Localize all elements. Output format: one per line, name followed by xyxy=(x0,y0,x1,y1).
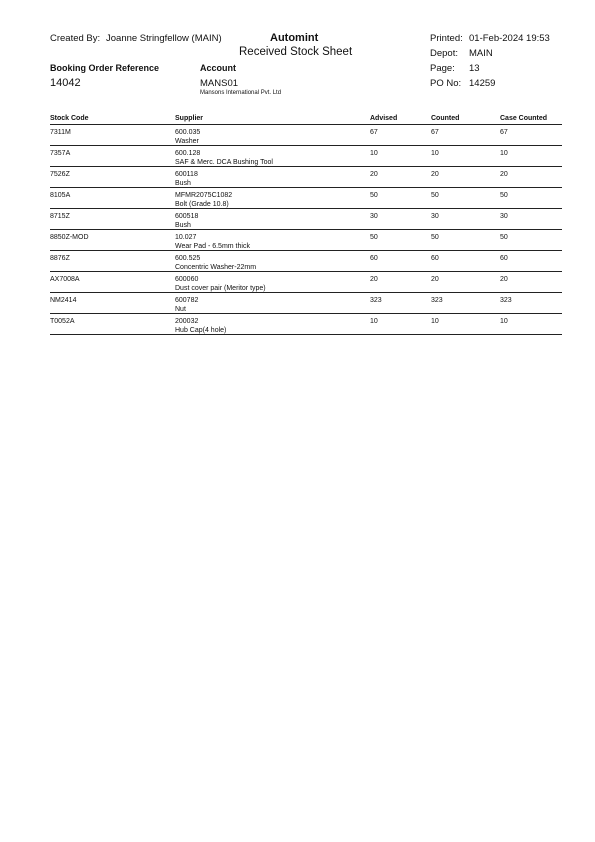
case-counted-cell: 10 xyxy=(500,318,508,325)
case-counted-cell: 30 xyxy=(500,213,508,220)
stock-code-cell: 8876Z xyxy=(50,255,70,262)
col-header-stock-code: Stock Code xyxy=(50,115,89,122)
stock-table xyxy=(50,125,562,335)
description-cell: SAF & Merc. DCA Bushing Tool xyxy=(175,159,273,166)
advised-cell: 50 xyxy=(370,234,378,241)
case-counted-cell: 60 xyxy=(500,255,508,262)
description-cell: Concentric Washer-22mm xyxy=(175,264,257,271)
supplier-code-cell: 10.027 xyxy=(175,234,197,241)
table-row xyxy=(50,167,562,188)
table-row xyxy=(50,251,562,272)
advised-cell: 50 xyxy=(370,192,378,199)
stock-code-cell: NM2414 xyxy=(50,297,77,304)
stock-code-cell: 8105A xyxy=(50,192,71,199)
description-cell: Washer xyxy=(175,138,199,145)
advised-cell: 323 xyxy=(370,297,382,304)
table-row xyxy=(50,209,562,230)
case-counted-cell: 50 xyxy=(500,192,508,199)
counted-cell: 20 xyxy=(431,171,439,178)
counted-cell: 323 xyxy=(431,297,443,304)
stock-code-cell: 7357A xyxy=(50,150,71,157)
description-cell: Bolt (Grade 10.8) xyxy=(175,201,229,208)
case-counted-cell: 20 xyxy=(500,276,508,283)
stock-code-cell: 8715Z xyxy=(50,213,70,220)
counted-cell: 50 xyxy=(431,234,439,241)
account-label: Account xyxy=(200,63,236,73)
case-counted-cell: 10 xyxy=(500,150,508,157)
page-value: 13 xyxy=(469,63,480,74)
company-name: Automint xyxy=(270,32,319,44)
po-value: 14259 xyxy=(469,78,496,89)
advised-cell: 10 xyxy=(370,150,378,157)
description-cell: Nut xyxy=(175,306,186,313)
counted-cell: 50 xyxy=(431,192,439,199)
supplier-code-cell: 600782 xyxy=(175,297,199,304)
supplier-code-cell: 600060 xyxy=(175,276,199,283)
table-row xyxy=(50,314,562,335)
booking-ref-value: 14042 xyxy=(50,77,81,89)
advised-cell: 10 xyxy=(370,318,378,325)
counted-cell: 67 xyxy=(431,129,439,136)
advised-cell: 30 xyxy=(370,213,378,220)
account-code: MANS01 xyxy=(200,78,239,89)
supplier-code-cell: 600.128 xyxy=(175,150,201,157)
supplier-code-cell: 600518 xyxy=(175,213,199,220)
description-cell: Bush xyxy=(175,180,191,187)
counted-cell: 10 xyxy=(431,318,439,325)
created-by-value: Joanne Stringfellow (MAIN) xyxy=(106,33,222,44)
table-row xyxy=(50,230,562,251)
case-counted-cell: 50 xyxy=(500,234,508,241)
table-row xyxy=(50,272,562,293)
col-header-counted: Counted xyxy=(431,115,460,122)
supplier-code-cell: 200032 xyxy=(175,318,199,325)
po-label: PO No: xyxy=(430,78,462,89)
col-header-case-counted: Case Counted xyxy=(500,115,548,122)
booking-ref-label: Booking Order Reference xyxy=(50,63,160,73)
advised-cell: 20 xyxy=(370,171,378,178)
case-counted-cell: 20 xyxy=(500,171,508,178)
created-by-label: Created By: xyxy=(50,33,101,44)
counted-cell: 20 xyxy=(431,276,439,283)
stock-code-cell: 7526Z xyxy=(50,171,70,178)
supplier-code-cell: 600.525 xyxy=(175,255,201,262)
counted-cell: 60 xyxy=(431,255,439,262)
table-row xyxy=(50,146,562,167)
description-cell: Dust cover pair (Meritor type) xyxy=(175,285,266,292)
advised-cell: 67 xyxy=(370,129,378,136)
case-counted-cell: 67 xyxy=(500,129,508,136)
case-counted-cell: 323 xyxy=(500,297,512,304)
table-row xyxy=(50,125,562,146)
stock-code-cell: 7311M xyxy=(50,129,71,136)
col-header-advised: Advised xyxy=(370,115,398,122)
description-cell: Hub Cap(4 hole) xyxy=(175,327,227,334)
supplier-code-cell: 600.035 xyxy=(175,129,201,136)
counted-cell: 30 xyxy=(431,213,439,220)
depot-value: MAIN xyxy=(469,48,493,59)
advised-cell: 60 xyxy=(370,255,378,262)
printed-label: Printed: xyxy=(430,33,463,44)
page-label: Page: xyxy=(430,63,455,74)
table-row xyxy=(50,188,562,209)
supplier-code-cell: MFMR2075C1082 xyxy=(175,192,233,199)
table-row xyxy=(50,293,562,314)
sheet-title: Received Stock Sheet xyxy=(239,46,353,58)
counted-cell: 10 xyxy=(431,150,439,157)
advised-cell: 20 xyxy=(370,276,378,283)
description-cell: Bush xyxy=(175,222,191,229)
col-header-supplier: Supplier xyxy=(175,115,204,122)
description-cell: Wear Pad - 6.5mm thick xyxy=(175,243,250,250)
account-name: Mansons International Pvt. Ltd xyxy=(200,90,282,96)
stock-code-cell: T0052A xyxy=(50,318,75,325)
stock-code-cell: AX7008A xyxy=(50,276,80,283)
supplier-code-cell: 600118 xyxy=(175,171,198,178)
depot-label: Depot: xyxy=(430,48,458,59)
stock-code-cell: 8850Z-MOD xyxy=(50,234,89,241)
printed-value: 01-Feb-2024 19:53 xyxy=(469,33,550,44)
